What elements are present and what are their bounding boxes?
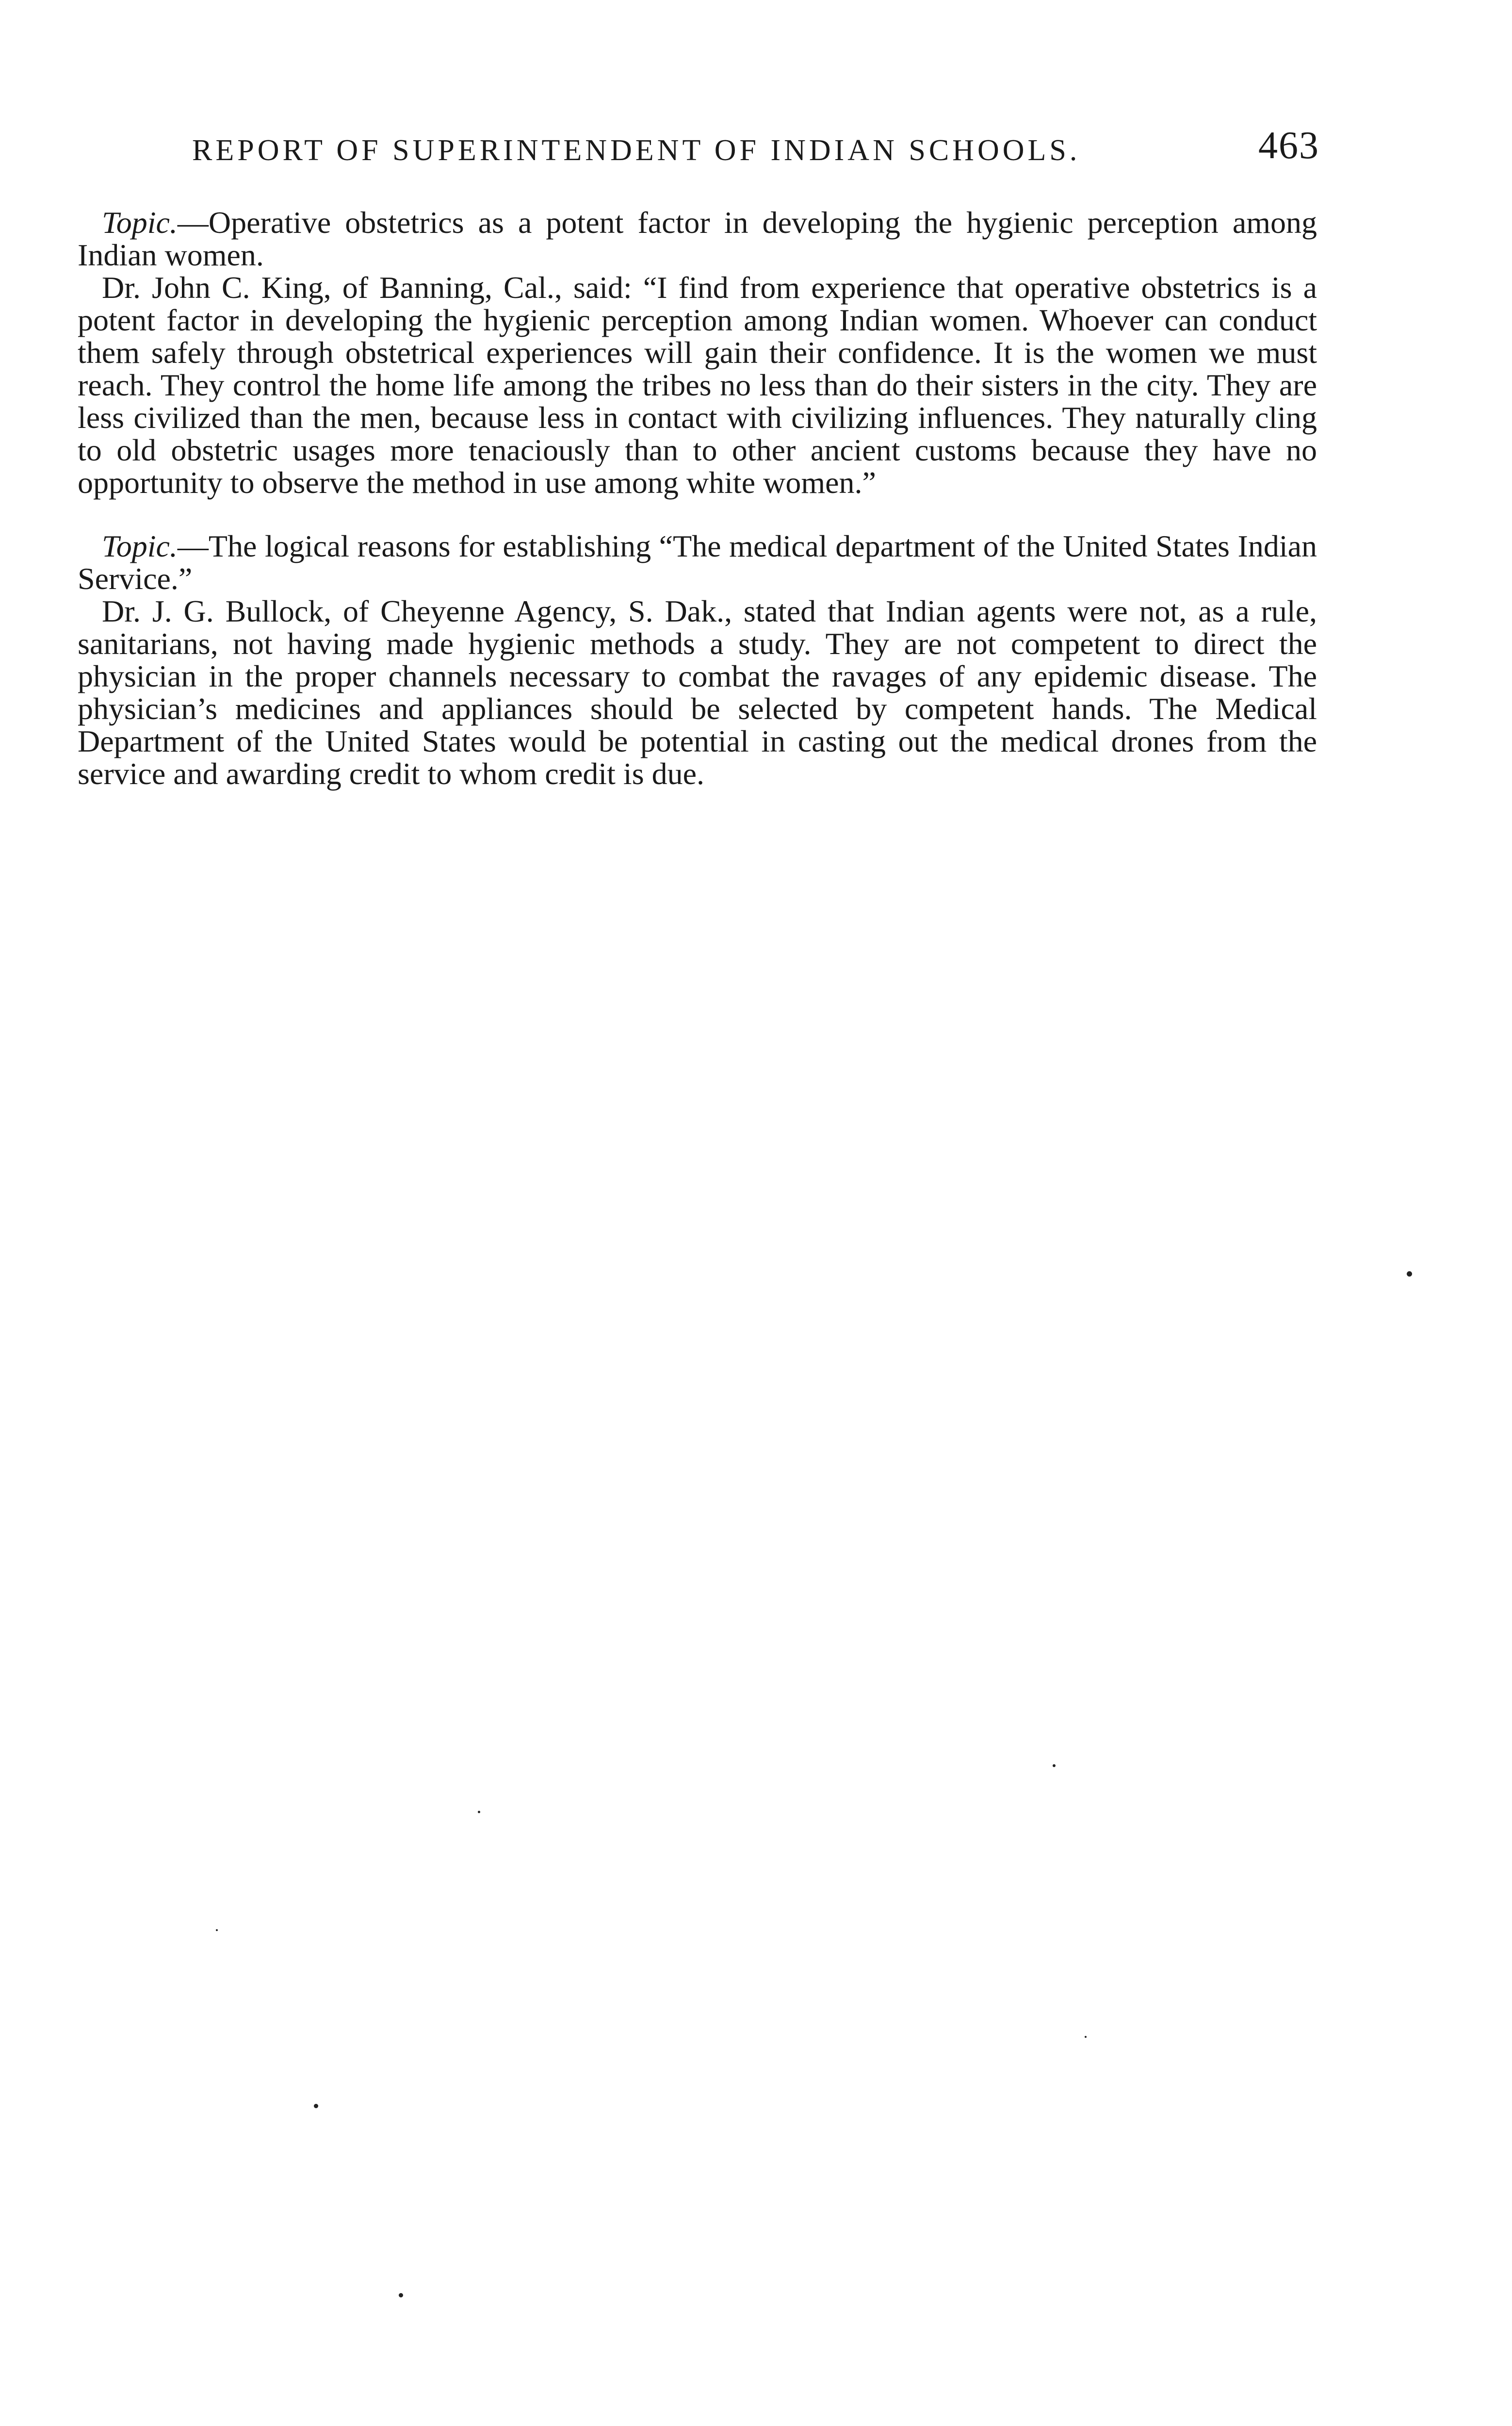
topic-label-2: Topic. [102,529,178,563]
topic-paragraph-2 [78,530,1317,595]
scan-speck [314,2104,318,2108]
topic-label-1: Topic. [102,205,178,240]
body-paragraph-1 [78,271,1317,499]
running-head: REPORT OF SUPERINTENDENT OF INDIAN SCHOOLS. [192,134,1081,167]
body-text [78,206,1317,790]
scan-speck [399,2293,403,2297]
scan-speck [1407,1271,1412,1277]
body-paragraph-2 [78,595,1317,790]
page-header [78,124,1319,167]
body-text-1: Dr. John C. King, of Banning, Cal., said: “I find from experience that operative obstetrics is a potent factor in developing the hygienic perception among Indian women. Whoever can conduct them safely through obstetrical experiences will gain their confidence. It is the women we must reach. They control the home life among the tribes no less than do their sisters in the city. They are less civilized than the men, because less in contact with civilizing influences. They naturally cling to old obstetric usages more tenaciously than to other ancient customs because they have no opportunity to observe the method in use among white women.” [78,270,1317,500]
page-number: 463 [1258,124,1319,167]
topic-text-2: —The logical reasons for establishing “The medical department of the United States Indian Service.” [78,529,1317,596]
scan-speck [216,1929,218,1931]
topic-text-1: —Operative obstetrics as a potent factor in developing the hygienic perception among Indian women. [78,205,1317,272]
topic-paragraph-1 [78,206,1317,271]
scan-speck [1085,2036,1087,2038]
section-gap [78,499,1317,530]
scan-speck [478,1811,480,1813]
scan-speck [1053,1764,1056,1767]
body-text-2: Dr. J. G. Bullock, of Cheyenne Agency, S. Dak., stated that Indian agents were not, as a rule, sanitarians, not having made hygienic methods a study. They are not competent to direct the physician in the proper channels necessary to combat the ravages of any epidemic disease. The physician’s medicines and appliances should be selected by competent hands. The Medical Department of the United States would be potential in casting out the medical drones from the service and awarding credit to whom credit is due. [78,594,1317,791]
